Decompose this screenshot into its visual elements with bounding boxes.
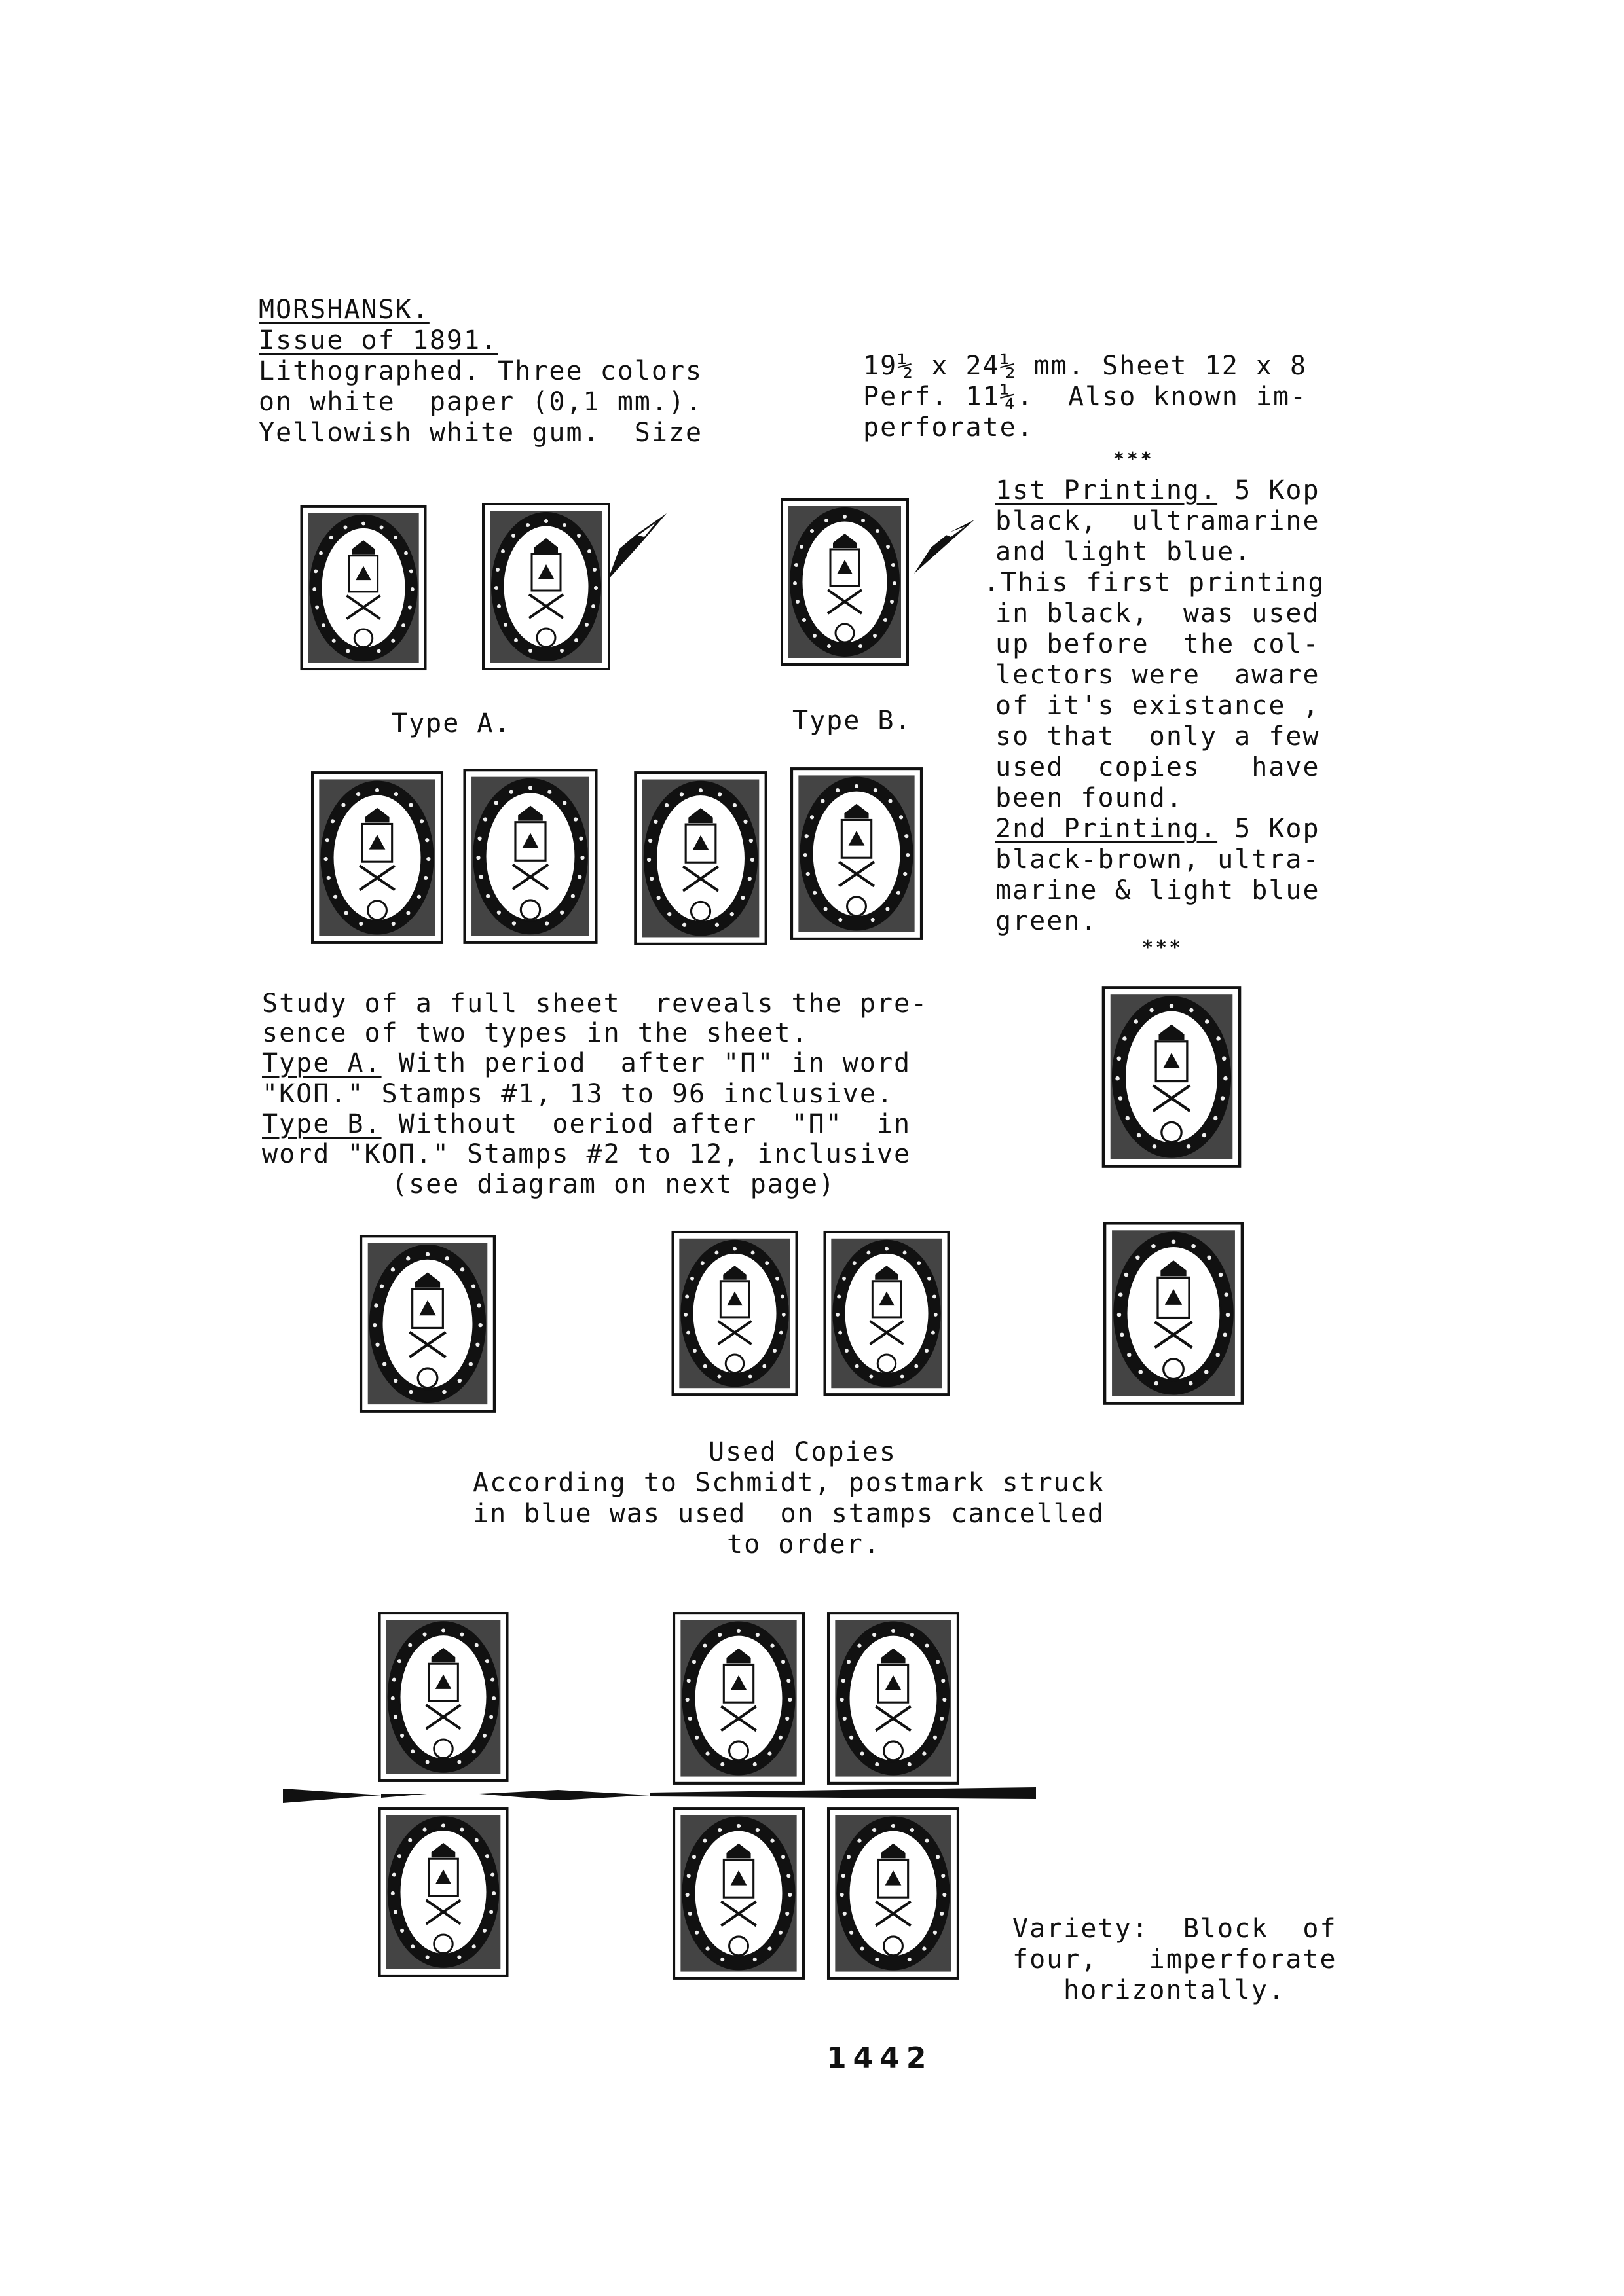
first-printing-line: black, ultramarine [995, 506, 1320, 536]
variety-line-2: four, imperforate [1012, 1944, 1337, 1975]
separator-stars-1: *** [1113, 448, 1154, 469]
stamp-variety-left-top [373, 1611, 513, 1783]
study-line-2: sence of two types in the sheet. [262, 1018, 809, 1048]
study-line-1: Study of a full sheet reveals the pre- [262, 989, 929, 1019]
stamp-row2-1 [305, 770, 449, 945]
type-a-line-2: "КОП." Stamps #1, 13 to 96 inclusive. [262, 1079, 895, 1109]
first-printing-line: of it's existance , [995, 691, 1320, 721]
arrow-pointer-type-b [912, 517, 977, 576]
stamp-used-3 [815, 1230, 959, 1397]
intro-right-line-3: perforate. [863, 412, 1034, 443]
first-printing-heading [995, 475, 1320, 506]
first-printing-line: .This first printing [984, 568, 1325, 598]
type-a-text: With period after "П" in word [381, 1048, 912, 1078]
second-printing-line: marine & light blue [995, 875, 1320, 905]
variety-line-1: Variety: Block of [1012, 1914, 1337, 1944]
page-number: 1442 [826, 2041, 933, 2075]
caption-type-a: Type A. [392, 708, 511, 738]
first-printing-title: 1st Printing. [995, 475, 1218, 505]
second-printing-line: black-brown, ultra- [995, 845, 1320, 875]
type-b-line-2: word "КОП." Stamps #2 to 12, inclusive [262, 1139, 912, 1169]
stamp-right-single-2 [1100, 1220, 1247, 1406]
page-title: MORSHANSK. [259, 295, 430, 325]
used-copies-line-1: According to Schmidt, postmark struck [473, 1468, 1105, 1498]
second-printing-value: 5 Kop [1217, 814, 1320, 844]
first-printing-line: so that only a few [995, 721, 1320, 752]
arrow-pointer-imperforate [283, 1776, 1036, 1812]
used-copies-line-3: to order. [727, 1529, 881, 1559]
first-printing-line: been found. [995, 783, 1183, 813]
stamp-row2-4 [786, 766, 927, 941]
stamp-block-bottom-left [668, 1806, 809, 1981]
stamp-right-single-1 [1098, 985, 1246, 1169]
intro-left-line-3: Yellowish white gum. Size [259, 418, 703, 448]
stamp-variety-left-bottom [373, 1806, 513, 1978]
caption-type-b: Type B. [792, 706, 912, 736]
stamp-block-top-left [668, 1611, 809, 1786]
intro-right-line-1: 19½ x 24½ mm. Sheet 12 x 8 [863, 351, 1308, 381]
intro-left-line-2: on white paper (0,1 mm.). [259, 387, 703, 417]
first-printing-line: and light blue. [995, 537, 1252, 567]
stamp-type-a-1 [298, 504, 429, 672]
see-diagram-note: (see diagram on next page) [392, 1169, 836, 1199]
stamp-row2-3 [629, 770, 773, 947]
first-printing-line: in black, was used [995, 598, 1320, 629]
type-a-label: Type A. [262, 1048, 382, 1078]
first-printing-value: 5 Kop [1217, 475, 1320, 505]
first-printing-line: up before the col- [995, 629, 1320, 659]
stamp-block-top-right [822, 1611, 964, 1786]
first-printing-line: lectors were aware [995, 660, 1320, 690]
type-b-description [262, 1109, 911, 1140]
type-b-text: Without oeriod after "П" in [381, 1109, 912, 1139]
arrow-pointer-type-a [604, 511, 669, 583]
second-printing-title: 2nd Printing. [995, 814, 1218, 844]
type-b-label: Type B. [262, 1109, 382, 1139]
issue-line: Issue of 1891. [259, 325, 498, 355]
stamp-used-1 [354, 1233, 502, 1414]
stamp-type-b [779, 495, 910, 669]
used-copies-line-2: in blue was used on stamps cancelled [473, 1499, 1105, 1529]
second-printing-line: green. [995, 906, 1098, 936]
intro-right-line-2: Perf. 11¼. Also known im- [863, 382, 1308, 412]
type-a-description [262, 1048, 911, 1079]
stamp-block-bottom-right [822, 1806, 964, 1981]
variety-line-3: horizontally. [1063, 1975, 1286, 2005]
second-printing-heading [995, 814, 1320, 845]
used-copies-title: Used Copies [709, 1437, 896, 1467]
stamp-type-a-2 [481, 501, 612, 672]
separator-stars-2: *** [1142, 936, 1183, 958]
stamp-used-2 [663, 1230, 807, 1397]
first-printing-line: used copies have [995, 752, 1320, 782]
stamp-row2-2 [458, 767, 602, 945]
intro-left-line-1: Lithographed. Three colors [259, 356, 703, 386]
